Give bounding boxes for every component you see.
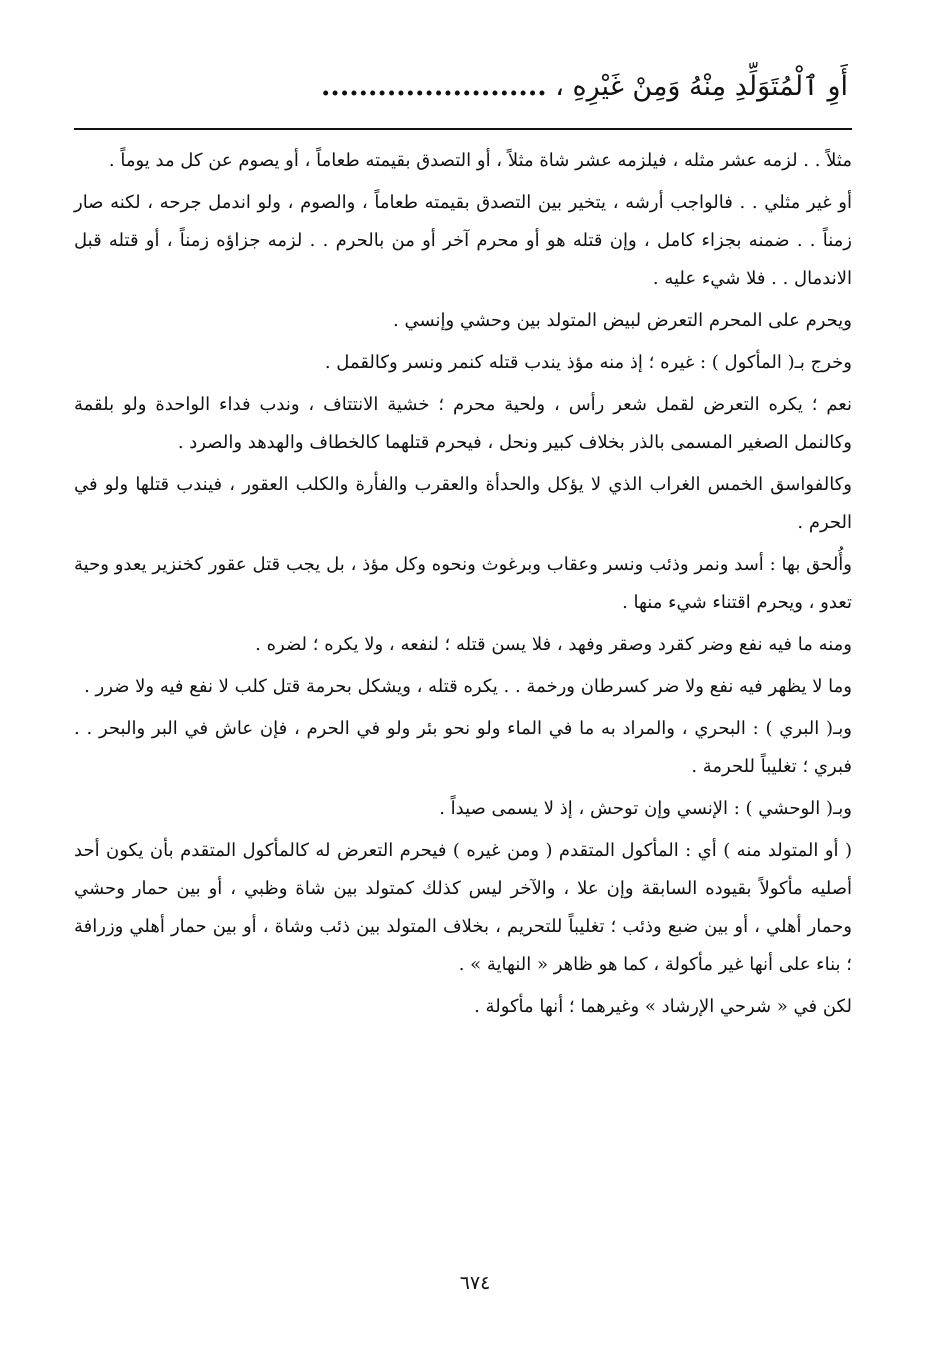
body-text: [74, 142, 852, 1030]
paragraph: نعم ؛ يكره التعرض لقمل شعر رأس ، ولحية محرم ؛ خشية الانتتاف ، وندب فداء الواحدة ولو بلقمة وكالنمل الصغير المسمى بالذر بخلاف كبير ونحل ، فيحرم قتلهما كالخطاف والهدهد والصرد .: [74, 394, 852, 453]
header-rule: [74, 128, 852, 130]
paragraph: وبـ( الوحشي ) : الإنسي وإن توحش ، إذ لا يسمى صيداً .: [439, 798, 852, 819]
paragraph: ومنه ما فيه نفع وضر كقرد وصقر وفهد ، فلا يسن قتله ؛ لنفعه ، ولا يكره ؛ لضره .: [255, 634, 852, 655]
paragraph: وبـ( البري ) : البحري ، والمراد به ما في الماء ولو نحو بئر ولو في الحرم ، فإن عاش في البر والبحر . . فبري ؛ تغليباً للحرمة .: [74, 718, 852, 777]
paragraph: وأُلحق بها : أسد ونمر وذئب ونسر وعقاب وبرغوث ونحوه وكل مؤذ ، بل يجب قتل عقور كخنزير يعدو وحية تعدو ، ويحرم اقتناء شيء منها .: [74, 554, 852, 613]
running-title: أَوِ ٱلْمُتَوَلِّدِ مِنْهُ وَمِنْ غَيْرِهِ ،: [555, 71, 848, 102]
paragraph: وما لا يظهر فيه نفع ولا ضر كسرطان ورخمة . . يكره قتله ، ويشكل بحرمة قتل كلب لا نفع فيه ولا ضرر .: [84, 676, 852, 697]
header-dot-leader: ........................: [321, 71, 547, 102]
paragraph: لكن في « شرحي الإرشاد » وغيرهما ؛ أنها مأكولة .: [474, 996, 852, 1017]
paragraph: أو غير مثلي . . فالواجب أرشه ، يتخير بين التصدق بقيمته طعاماً ، والصوم ، ولو اندمل جرحه ، لكنه صار زمناً . . ضمنه بجزاء كامل ، وإن قتله هو أو محرم آخر أو من بالحرم . . لزمه جزاؤه زمناً ، أو قتله قبل الاندمال . . فلا شيء عليه .: [74, 192, 852, 289]
paragraph: وخرج بـ( المأكول ) : غيره ؛ إذ منه مؤذ يندب قتله كنمر ونسر وكالقمل .: [324, 352, 852, 373]
paragraph: وكالفواسق الخمس الغراب الذي لا يؤكل والحدأة والعقرب والفأرة والكلب العقور ، فيندب قتلها ولو في الحرم .: [74, 474, 852, 533]
paragraph: ويحرم على المحرم التعرض لبيض المتولد بين وحشي وإنسي .: [393, 310, 852, 331]
paragraph: مثلاً . . لزمه عشر مثله ، فيلزمه عشر شاة مثلاً ، أو التصدق بقيمته طعاماً ، أو يصوم عن كل مد يوماً .: [108, 150, 852, 171]
paragraph: ( أو المتولد منه ) أي : المأكول المتقدم ( ومن غيره ) فيحرم التعرض له كالمأكول المتقدم بأن يكون أحد أصليه مأكولاً بقيوده السابقة وإن علا ، والآخر ليس كذلك كمتولد بين شاة وظبي ، أو بين حمار وحشي وحمار أهلي ، أو بين ضبع وذئب ؛ تغليباً للتحريم ، بخلاف المتولد بين ذئب وشاة ، أو بين حمار أهلي وزرافة ؛ بناء على أنها غير مأكولة ، كما هو ظاهر « النهاية » .: [74, 840, 852, 975]
running-header: [78, 62, 848, 112]
page-number: ٦٧٤: [459, 1272, 491, 1294]
